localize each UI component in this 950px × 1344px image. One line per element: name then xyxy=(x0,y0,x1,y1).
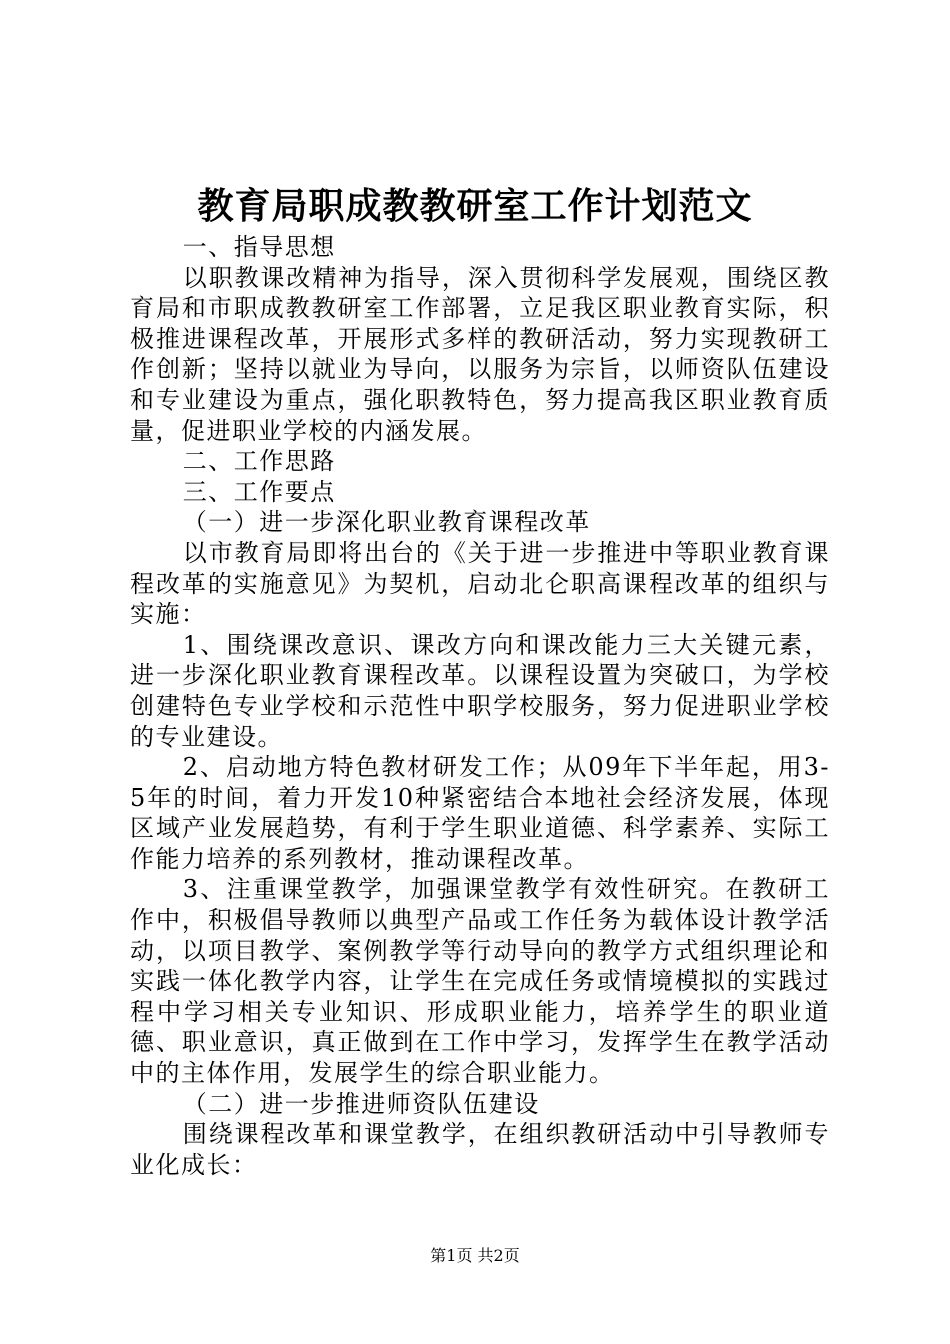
document-title: 教育局职成教教研室工作计划范文 xyxy=(197,185,753,227)
paragraph-guiding-thought: 以职教课改精神为指导，深入贯彻科学发展观，围绕区教育局和市职成教教研室工作部署，立足我区职业教育实际，积极推进课程改革，开展形式多样的教研活动，努力实现教研工作创新；坚持以就业为导向，以服务为宗旨，以师资队伍建设和专业建设为重点，强化职教特色，努力提高我区职业教育质量，促进职业学校的内涵发展。 xyxy=(130,263,830,445)
list-item-1: 1、围绕课改意识、课改方向和课改能力三大关键元素，进一步深化职业教育课程改革。以课程设置为突破口，为学校创建特色专业学校和示范性中职学校服务，努力促进职业学校的专业建设。 xyxy=(130,630,830,751)
paragraph-curriculum-reform: 以市教育局即将出台的《关于进一步推进中等职业教育课程改革的实施意见》为契机，启动北仑职高课程改革的组织与实施： xyxy=(130,538,830,629)
heading-guiding-thought: 一、指导思想 xyxy=(182,233,336,261)
subheading-curriculum-reform: （一）进一步深化职业教育课程改革 xyxy=(182,508,591,537)
subheading-teacher-team: （二）进一步推进师资队伍建设 xyxy=(182,1089,540,1118)
heading-work-ideas: 二、工作思路 xyxy=(182,447,336,476)
paragraph-teacher-team: 围绕课程改革和课堂教学，在组织教研活动中引导教师专业化成长： xyxy=(130,1120,830,1179)
list-item-3: 3、注重课堂教学，加强课堂教学有效性研究。在教研工作中，积极倡导教师以典型产品或工作任务为载体设计教学活动，以项目教学、案例教学等行动导向的教学方式组织理论和实践一体化教学内容，让学生在完成任务或情境模拟的实践过程中学习相关专业知识、形成职业能力，培养学生的职业道德、职业意识，真正做到在工作中学习，发挥学生在教学活动中的主体作用，发展学生的综合职业能力。 xyxy=(130,875,830,1088)
page-number: 第1页 共2页 xyxy=(430,1246,520,1265)
document-body xyxy=(130,232,830,1180)
list-item-2: 2、启动地方特色教材研发工作；从09年下半年起，用3-5年的时间，着力开发10种紧密结合本地社会经济发展，体现区域产业发展趋势，有利于学生职业道德、科学素养、实际工作能力培养的系列教材，推动课程改革。 xyxy=(130,753,830,873)
heading-work-points: 三、工作要点 xyxy=(182,477,336,506)
